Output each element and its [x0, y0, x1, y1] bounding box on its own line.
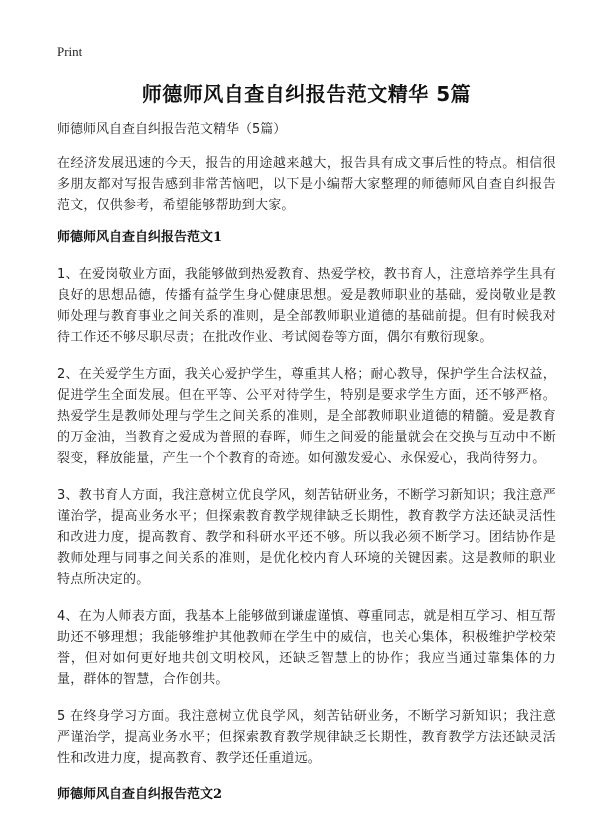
section-1-paragraph-1: 1、在爱岗敬业方面，我能够做到热爱教育、热爱学校，教书育人，注意培养学生具有良好的思想品德，传播有益学生身心健康思想。爱是教师职业的基础，爱岗敬业是教师处理与教育事业之间关系的准则，是全部教师职业道德的基础前提。但有时候我对待工作还不够尽职尽责；在批改作业、考试阅卷等方面，偶尔有敷衍现象。 [57, 267, 556, 345]
section-heading-2: 师德师风自查自纠报告范文2 [57, 787, 223, 802]
section-heading-1: 师德师风自查自纠报告范文1 [57, 230, 223, 245]
section-1-paragraph-4: 4、在为人师表方面，我基本上能够做到谦虚谨慎、尊重同志，就是相互学习、相互帮助还不够理想；我能够维护其他教师在学生中的威信，也关心集体，积极维护学校荣誉，但对如何更好地共创文明校风，还缺乏智慧上的协作；我应当通过靠集体的力量，群体的智慧，合作创共。 [57, 609, 556, 687]
document-title: 师德师风自查自纠报告范文精华 5篇 [141, 82, 472, 106]
section-1-paragraph-5: 5 在终身学习方面。我注意树立优良学风，刻苦钻研业务，不断学习新知识；我注意严谨治学，提高业务水平；但探索教育教学规律缺乏长期性，教育教学方法还缺灵活性和改进力度，提高教育、教学还任重道远。 [57, 709, 556, 766]
print-label: Print [57, 44, 83, 59]
intro-paragraph: 在经济发展迅速的今天，报告的用途越来越大，报告具有成文事后性的特点。相信很多朋友都对写报告感到非常苦恼吧，以下是小编帮大家整理的师德师风自查自纠报告范文，仅供参考，希望能够帮助到大家。 [57, 156, 556, 213]
document-subtitle: 师德师风自查自纠报告范文精华（5篇） [57, 122, 287, 137]
section-1-paragraph-2: 2、在关爱学生方面，我关心爱护学生，尊重其人格；耐心教导，保护学生合法权益，促进学生全面发展。但在平等、公平对待学生，特别是要求学生方面，还不够严格。热爱学生是教师处理与学生之间关系的准则，是全部教师职业道德的精髓。爱是教育的万金油，当教育之爱成为普照的春晖，师生之间爱的能量就会在交换与互动中不断裂变，释放能量，产生一个个教育的奇迹。如何激发爱心、永保爱心，我尚待努力。 [57, 367, 556, 466]
section-1-paragraph-3: 3、教书育人方面，我注意树立优良学风，刻苦钻研业务，不断学习新知识；我注意严谨治学，提高业务水平；但探索教育教学规律缺乏长期性，教育教学方法还缺灵活性和改进力度，提高教育、教学和科研水平还不够。所以我必须不断学习。团结协作是教师处理与同事之间关系的准则，是优化校内育人环境的关键因素。这是教师的职业特点所决定的。 [57, 488, 556, 587]
